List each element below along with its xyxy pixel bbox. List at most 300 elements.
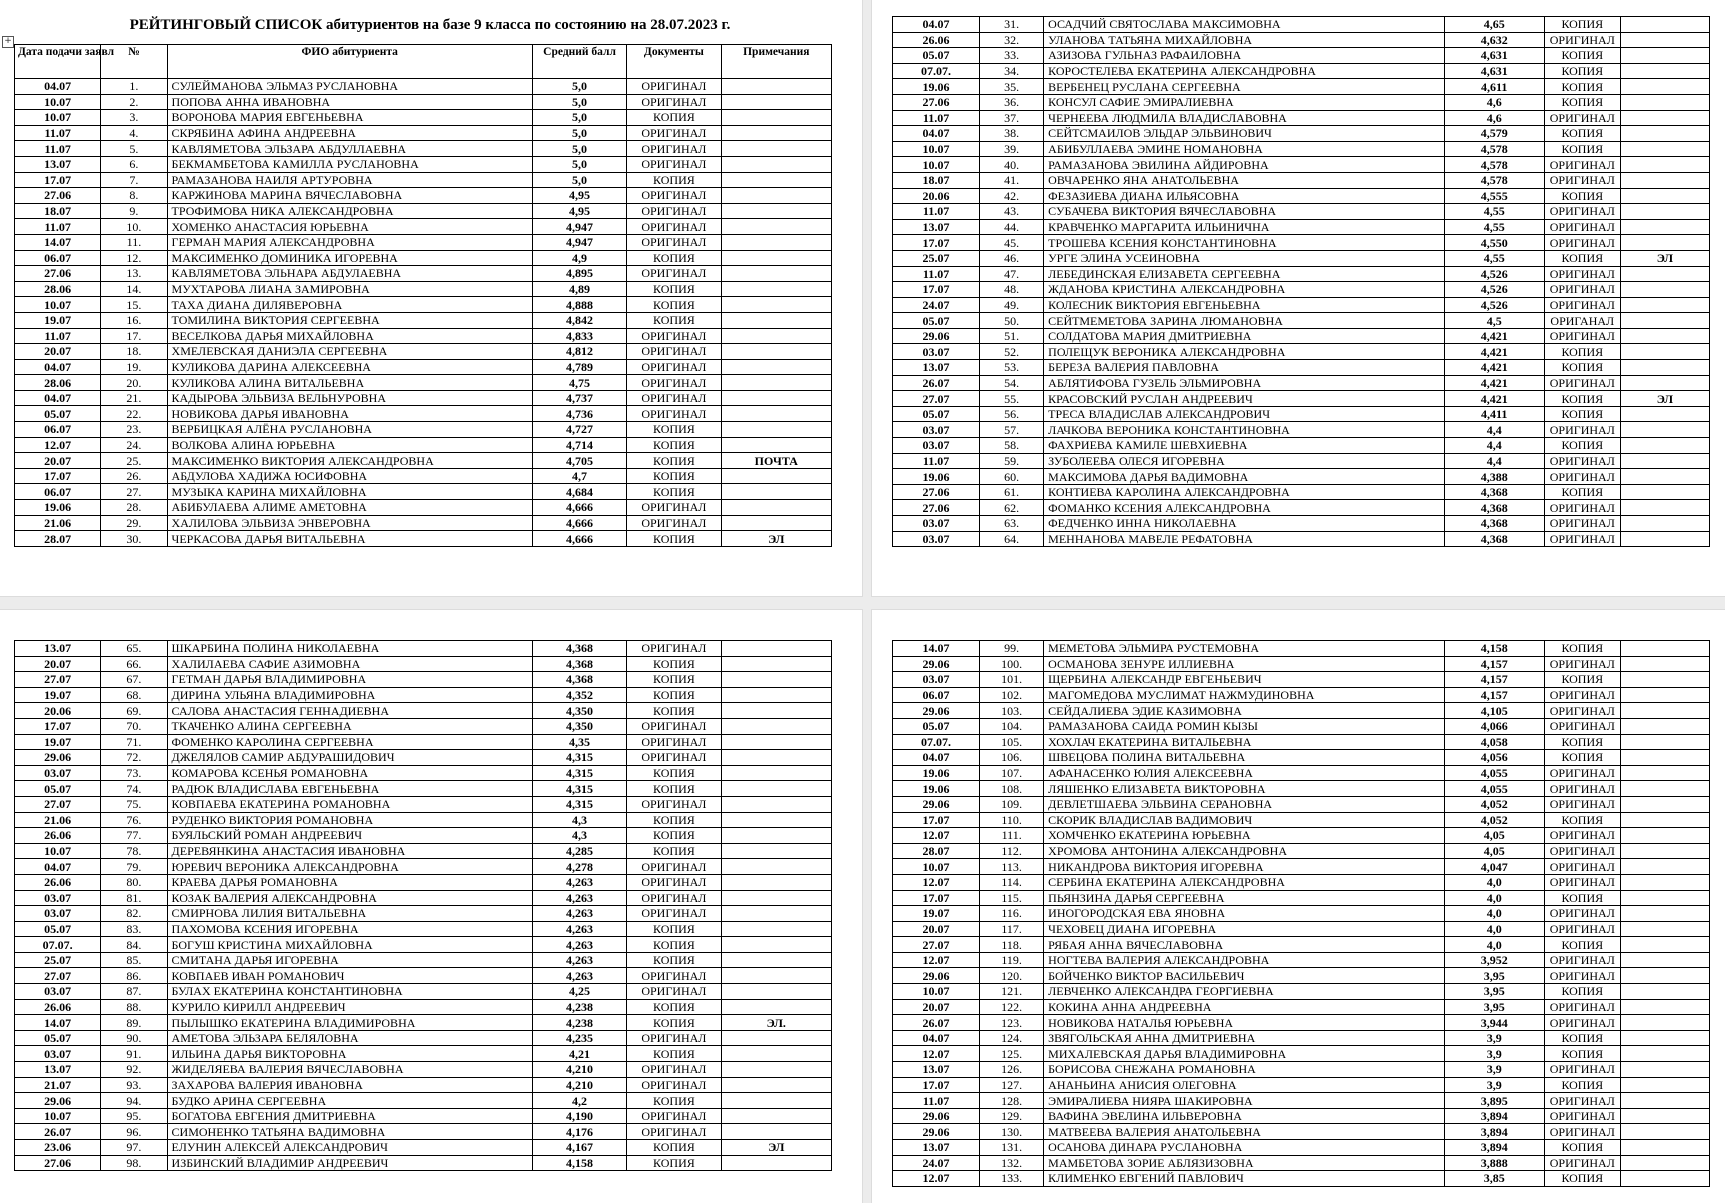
cell-score: 4,6	[1444, 110, 1544, 126]
cell-date: 29.06	[15, 1093, 101, 1109]
cell-score: 4,315	[532, 781, 626, 797]
cell-date: 11.07	[893, 1093, 980, 1109]
cell-score: 4,611	[1444, 79, 1544, 95]
cell-score: 4,578	[1444, 157, 1544, 173]
cell-notes	[721, 266, 831, 282]
cell-score: 4,25	[532, 984, 626, 1000]
cell-name: ФЕДЧЕНКО ИННА НИКОЛАЕВНА	[1044, 516, 1444, 532]
cell-score: 4,579	[1444, 126, 1544, 142]
cell-notes	[721, 500, 831, 516]
cell-documents: КОПИЯ	[1544, 63, 1620, 79]
table-row	[15, 828, 832, 844]
table-row	[15, 188, 832, 204]
cell-score: 4,95	[532, 188, 626, 204]
cell-name: ОСАДЧИЙ СВЯТОСЛАВА МАКСИМОВНА	[1044, 17, 1444, 33]
cell-name: ХОМЕНКО АНАСТАСИЯ ЮРЬЕВНА	[167, 219, 532, 235]
cell-score: 5,0	[532, 172, 626, 188]
table-row	[15, 781, 832, 797]
table-row	[15, 968, 832, 984]
cell-documents: КОПИЯ	[1544, 344, 1620, 360]
cell-number: 116.	[980, 906, 1044, 922]
cell-documents: КОПИЯ	[627, 437, 721, 453]
table-row	[15, 1155, 832, 1171]
cell-documents: КОПИЯ	[1544, 1030, 1620, 1046]
cell-score: 4,947	[532, 219, 626, 235]
cell-number: 60.	[980, 469, 1044, 485]
cell-score: 4,75	[532, 375, 626, 391]
cell-number: 22.	[101, 406, 167, 422]
cell-date: 04.07	[15, 79, 101, 95]
cell-name: СУЛЕЙМАНОВА ЭЛЬМАЗ РУСЛАНОВНА	[167, 79, 532, 95]
cell-documents: ОРИГИНАЛ	[627, 266, 721, 282]
cell-date: 27.07	[15, 672, 101, 688]
cell-documents: ОРИГИНАЛ	[1544, 874, 1620, 890]
table-row	[15, 1062, 832, 1078]
cell-score: 3,95	[1444, 984, 1544, 1000]
table-row	[893, 79, 1710, 95]
cell-notes	[1620, 999, 1709, 1015]
cell-date: 11.07	[893, 266, 980, 282]
cell-documents: ОРИГИНАЛ	[1544, 687, 1620, 703]
cell-notes: ЭЛ	[1620, 391, 1709, 407]
cell-number: 14.	[101, 281, 167, 297]
cell-score: 4,056	[1444, 750, 1544, 766]
cell-date: 18.07	[893, 172, 980, 188]
table-row	[15, 156, 832, 172]
cell-notes	[721, 999, 831, 1015]
table-row	[893, 1046, 1710, 1062]
cell-number: 132.	[980, 1155, 1044, 1171]
cell-name: ПАХОМОВА КСЕНИЯ ИГОРЕВНА	[167, 921, 532, 937]
cell-documents: КОПИЯ	[1544, 17, 1620, 33]
cell-notes	[1620, 828, 1709, 844]
cell-date: 13.07	[15, 1062, 101, 1078]
table-row	[893, 157, 1710, 173]
cell-name: ЭМИРАЛИЕВА НИЯРА ШАКИРОВНА	[1044, 1093, 1444, 1109]
table-row	[893, 266, 1710, 282]
cell-date: 10.07	[15, 110, 101, 126]
cell-notes	[1620, 500, 1709, 516]
header-number: №	[101, 45, 167, 79]
cell-number: 13.	[101, 266, 167, 282]
table-row	[893, 1108, 1710, 1124]
cell-notes	[721, 874, 831, 890]
cell-date: 06.07	[15, 422, 101, 438]
cell-documents: ОРИГИНАЛ	[627, 641, 721, 657]
table-row	[893, 422, 1710, 438]
cell-score: 4,89	[532, 281, 626, 297]
cell-date: 27.07	[893, 937, 980, 953]
cell-name: СМИРНОВА ЛИЛИЯ ВИТАЛЬЕВНА	[167, 906, 532, 922]
cell-name: ОСМАНОВА ЗЕНУРЕ ИЛЛИЕВНА	[1044, 656, 1444, 672]
cell-documents: ОРИГИНАЛ	[1544, 906, 1620, 922]
cell-score: 4,736	[532, 406, 626, 422]
table-row	[15, 234, 832, 250]
cell-documents: ОРИГИНАЛ	[1544, 219, 1620, 235]
table-row	[893, 890, 1710, 906]
cell-notes	[1620, 516, 1709, 532]
cell-date: 29.06	[893, 1108, 980, 1124]
cell-documents: ОРИГИНАЛ	[627, 859, 721, 875]
cell-number: 91.	[101, 1046, 167, 1062]
cell-documents: КОПИЯ	[627, 1046, 721, 1062]
cell-number: 29.	[101, 515, 167, 531]
cell-notes	[721, 812, 831, 828]
cell-notes	[1620, 110, 1709, 126]
cell-score: 4,0	[1444, 921, 1544, 937]
cell-documents: ОРИГИНАЛ	[1544, 110, 1620, 126]
cell-documents: КОПИЯ	[627, 999, 721, 1015]
cell-number: 99.	[980, 641, 1044, 657]
cell-score: 4,05	[1444, 843, 1544, 859]
table-row	[893, 282, 1710, 298]
cell-date: 03.07	[893, 672, 980, 688]
cell-name: МЕМЕТОВА ЭЛЬМИРА РУСТЕМОВНА	[1044, 641, 1444, 657]
cell-number: 112.	[980, 843, 1044, 859]
cell-number: 111.	[980, 828, 1044, 844]
cell-score: 4,368	[1444, 500, 1544, 516]
cell-name: ВОЛКОВА АЛИНА ЮРЬЕВНА	[167, 437, 532, 453]
cell-date: 28.07	[893, 843, 980, 859]
cell-documents: ОРИГИНАЛ	[1544, 859, 1620, 875]
table-row	[15, 141, 832, 157]
table-row	[15, 687, 832, 703]
cell-date: 17.07	[15, 718, 101, 734]
cell-score: 4,368	[532, 641, 626, 657]
document-title: РЕЙТИНГОВЫЙ СПИСОК абитуриентов на базе 9 класса по состоянию на 28.07.2023 г.	[129, 17, 731, 33]
cell-name: ИЗБИНСКИЙ ВЛАДИМИР АНДРЕЕВИЧ	[167, 1155, 532, 1171]
cell-notes	[1620, 1077, 1709, 1093]
table-row	[893, 984, 1710, 1000]
cell-date: 13.07	[15, 156, 101, 172]
cell-number: 24.	[101, 437, 167, 453]
cell-documents: КОПИЯ	[1544, 360, 1620, 376]
cell-number: 27.	[101, 484, 167, 500]
cell-score: 4,526	[1444, 297, 1544, 313]
cell-name: ПЬЯНЗИНА ДАРЬЯ СЕРГЕЕВНА	[1044, 890, 1444, 906]
cell-date: 04.07	[15, 390, 101, 406]
cell-score: 4,278	[532, 859, 626, 875]
table-row	[893, 110, 1710, 126]
cell-name: ДЕВЛЕТШАЕВА ЭЛЬВИНА СЕРАНОВНА	[1044, 796, 1444, 812]
cell-date: 21.06	[15, 812, 101, 828]
cell-score: 4,263	[532, 968, 626, 984]
cell-notes	[721, 188, 831, 204]
cell-number: 119.	[980, 952, 1044, 968]
cell-notes	[721, 796, 831, 812]
cell-name: КАДЫРОВА ЭЛЬВИЗА ВЕЛЬНУРОВНА	[167, 390, 532, 406]
cell-name: ОВЧАРЕНКО ЯНА АНАТОЛЬЕВНА	[1044, 172, 1444, 188]
cell-date: 11.07	[15, 219, 101, 235]
cell-date: 03.07	[893, 531, 980, 547]
cell-number: 122.	[980, 999, 1044, 1015]
cell-number: 55.	[980, 391, 1044, 407]
cell-date: 03.07	[15, 890, 101, 906]
cell-notes	[721, 781, 831, 797]
cell-score: 4,888	[532, 297, 626, 313]
cell-number: 6.	[101, 156, 167, 172]
cell-notes	[721, 281, 831, 297]
table-row	[893, 188, 1710, 204]
page-2	[872, 0, 1725, 596]
cell-notes	[1620, 188, 1709, 204]
cell-notes	[1620, 781, 1709, 797]
cell-documents: ОРИГИНАЛ	[1544, 952, 1620, 968]
cell-score: 5,0	[532, 110, 626, 126]
cell-number: 93.	[101, 1077, 167, 1093]
cell-notes	[721, 1124, 831, 1140]
cell-name: МАМБЕТОВА ЗОРИЕ АБЛЯЗИЗОВНА	[1044, 1155, 1444, 1171]
cell-notes	[721, 828, 831, 844]
cell-notes	[721, 687, 831, 703]
cell-documents: ОРИГИНАЛ	[1544, 531, 1620, 547]
cell-notes	[1620, 94, 1709, 110]
cell-number: 125.	[980, 1046, 1044, 1062]
cell-documents: КОПИЯ	[627, 1140, 721, 1156]
cell-notes	[721, 703, 831, 719]
cell-name: ТОМИЛИНА ВИКТОРИЯ СЕРГЕЕВНА	[167, 312, 532, 328]
cell-number: 10.	[101, 219, 167, 235]
table-row	[15, 453, 832, 469]
table-row	[893, 328, 1710, 344]
cell-name: ЮРЕВИЧ ВЕРОНИКА АЛЕКСАНДРОВНА	[167, 859, 532, 875]
cell-date: 17.07	[15, 468, 101, 484]
cell-date: 12.07	[893, 874, 980, 890]
table-row	[893, 219, 1710, 235]
table-row	[893, 94, 1710, 110]
cell-number: 43.	[980, 204, 1044, 220]
cell-name: ТКАЧЕНКО АЛИНА СЕРГЕЕВНА	[167, 718, 532, 734]
cell-date: 10.07	[15, 1108, 101, 1124]
cell-score: 4,210	[532, 1062, 626, 1078]
cell-documents: КОПИЯ	[627, 1015, 721, 1031]
cell-notes	[1620, 937, 1709, 953]
table-row	[15, 281, 832, 297]
cell-name: КОРОСТЕЛЕВА ЕКАТЕРИНА АЛЕКСАНДРОВНА	[1044, 63, 1444, 79]
cell-number: 50.	[980, 313, 1044, 329]
cell-number: 74.	[101, 781, 167, 797]
cell-score: 3,9	[1444, 1046, 1544, 1062]
cell-number: 17.	[101, 328, 167, 344]
cell-number: 65.	[101, 641, 167, 657]
cell-name: ЗАХАРОВА ВАЛЕРИЯ ИВАНОВНА	[167, 1077, 532, 1093]
cell-number: 42.	[980, 188, 1044, 204]
cell-date: 20.07	[15, 453, 101, 469]
cell-documents: КОПИЯ	[1544, 1046, 1620, 1062]
table-row	[15, 1108, 832, 1124]
cell-score: 4,421	[1444, 391, 1544, 407]
cell-name: РАМАЗАНОВА ЭВИЛИНА АЙДИРОВНА	[1044, 157, 1444, 173]
cell-number: 98.	[101, 1155, 167, 1171]
cell-notes	[1620, 297, 1709, 313]
cell-number: 58.	[980, 438, 1044, 454]
cell-date: 10.07	[15, 297, 101, 313]
table-row	[893, 796, 1710, 812]
cell-date: 20.07	[893, 999, 980, 1015]
cell-name: МАКСИМЕНКО ВИКТОРИЯ АЛЕКСАНДРОВНА	[167, 453, 532, 469]
table-move-handle-icon[interactable]: +	[2, 36, 14, 48]
cell-notes	[1620, 1140, 1709, 1156]
cell-notes	[721, 125, 831, 141]
cell-documents: ОРИГИНАЛ	[1544, 1062, 1620, 1078]
cell-notes	[721, 515, 831, 531]
table-row	[893, 297, 1710, 313]
cell-notes	[1620, 172, 1709, 188]
cell-name: СКОРИК ВЛАДИСЛАВ ВАДИМОВИЧ	[1044, 812, 1444, 828]
cell-date: 11.07	[893, 110, 980, 126]
cell-score: 4,368	[532, 672, 626, 688]
cell-score: 4,350	[532, 703, 626, 719]
cell-documents: ОРИГИНАЛ	[1544, 781, 1620, 797]
cell-score: 4,238	[532, 999, 626, 1015]
cell-documents: КОПИЯ	[627, 843, 721, 859]
cell-score: 4,9	[532, 250, 626, 266]
table-row	[893, 406, 1710, 422]
cell-number: 3.	[101, 110, 167, 126]
cell-date: 29.06	[893, 703, 980, 719]
cell-number: 18.	[101, 344, 167, 360]
cell-score: 4,55	[1444, 204, 1544, 220]
cell-notes	[1620, 266, 1709, 282]
cell-score: 4,411	[1444, 406, 1544, 422]
cell-score: 4,368	[1444, 484, 1544, 500]
cell-date: 29.06	[893, 1124, 980, 1140]
cell-date: 11.07	[893, 204, 980, 220]
cell-notes	[1620, 219, 1709, 235]
cell-notes	[1620, 157, 1709, 173]
cell-date: 14.07	[15, 1015, 101, 1031]
cell-notes	[1620, 703, 1709, 719]
cell-date: 14.07	[893, 641, 980, 657]
cell-documents: ОРИГИНАЛ	[627, 734, 721, 750]
cell-date: 03.07	[893, 438, 980, 454]
cell-documents: КОПИЯ	[627, 468, 721, 484]
table-row	[893, 703, 1710, 719]
cell-number: 76.	[101, 812, 167, 828]
cell-name: ХОМЧЕНКО ЕКАТЕРИНА ЮРЬЕВНА	[1044, 828, 1444, 844]
cell-notes	[721, 406, 831, 422]
table-row	[15, 750, 832, 766]
cell-score: 4,21	[532, 1046, 626, 1062]
cell-notes	[1620, 765, 1709, 781]
cell-number: 103.	[980, 703, 1044, 719]
cell-notes	[721, 1093, 831, 1109]
cell-score: 4,550	[1444, 235, 1544, 251]
cell-notes	[721, 437, 831, 453]
cell-score: 4,157	[1444, 672, 1544, 688]
cell-score: 4,055	[1444, 765, 1544, 781]
cell-notes	[721, 375, 831, 391]
table-row	[893, 828, 1710, 844]
cell-date: 28.06	[15, 281, 101, 297]
cell-score: 4,263	[532, 937, 626, 953]
table-row	[893, 453, 1710, 469]
cell-score: 4,105	[1444, 703, 1544, 719]
cell-score: 5,0	[532, 94, 626, 110]
cell-date: 20.06	[893, 188, 980, 204]
table-row	[893, 375, 1710, 391]
cell-number: 7.	[101, 172, 167, 188]
table-row	[893, 937, 1710, 953]
page-1	[0, 0, 862, 596]
cell-notes: ПОЧТА	[721, 453, 831, 469]
cell-notes: ЭЛ.	[721, 1015, 831, 1031]
table-row	[893, 906, 1710, 922]
cell-notes	[721, 297, 831, 313]
table-row	[893, 921, 1710, 937]
cell-date: 13.07	[893, 360, 980, 376]
table-row	[893, 812, 1710, 828]
cell-documents: КОПИЯ	[627, 828, 721, 844]
cell-score: 4,047	[1444, 859, 1544, 875]
table-row	[15, 718, 832, 734]
cell-notes	[1620, 750, 1709, 766]
cell-name: ЧЕРНЕЕВА ЛЮДМИЛА ВЛАДИСЛАВОВНА	[1044, 110, 1444, 126]
cell-documents: ОРИГИНАЛ	[627, 390, 721, 406]
cell-date: 29.06	[893, 968, 980, 984]
cell-documents: ОРИГИНАЛ	[1544, 843, 1620, 859]
cell-score: 4,666	[532, 515, 626, 531]
cell-number: 16.	[101, 312, 167, 328]
cell-date: 12.07	[893, 1046, 980, 1062]
table-row	[893, 859, 1710, 875]
cell-number: 117.	[980, 921, 1044, 937]
table-row	[893, 17, 1710, 33]
cell-number: 11.	[101, 234, 167, 250]
cell-date: 17.07	[15, 172, 101, 188]
cell-name: МУХТАРОВА ЛИАНА ЗАМИРОВНА	[167, 281, 532, 297]
cell-score: 3,952	[1444, 952, 1544, 968]
cell-notes	[1620, 282, 1709, 298]
cell-number: 102.	[980, 687, 1044, 703]
cell-date: 26.06	[15, 874, 101, 890]
cell-date: 03.07	[15, 765, 101, 781]
cell-date: 05.07	[15, 781, 101, 797]
cell-date: 27.07	[15, 796, 101, 812]
cell-number: 78.	[101, 843, 167, 859]
cell-score: 4,5	[1444, 313, 1544, 329]
cell-name: НОВИКОВА ДАРЬЯ ИВАНОВНА	[167, 406, 532, 422]
table-row	[893, 999, 1710, 1015]
cell-score: 4,315	[532, 796, 626, 812]
cell-date: 27.06	[15, 1155, 101, 1171]
cell-name: КЛИМЕНКО ЕВГЕНИЙ ПАВЛОВИЧ	[1044, 1171, 1444, 1187]
cell-notes	[1620, 859, 1709, 875]
table-row	[15, 437, 832, 453]
cell-notes	[1620, 641, 1709, 657]
cell-documents: ОРИГИНАЛ	[627, 984, 721, 1000]
cell-name: САЛОВА АНАСТАСИЯ ГЕННАДИЕВНА	[167, 703, 532, 719]
cell-notes	[721, 219, 831, 235]
cell-notes	[1620, 328, 1709, 344]
cell-name: ШКАРБИНА ПОЛИНА НИКОЛАЕВНА	[167, 641, 532, 657]
cell-score: 4,190	[532, 1108, 626, 1124]
cell-name: КРАЕВА ДАРЬЯ РОМАНОВНА	[167, 874, 532, 890]
cell-number: 54.	[980, 375, 1044, 391]
cell-documents: КОПИЯ	[627, 1093, 721, 1109]
cell-notes	[721, 468, 831, 484]
cell-name: ПЫЛЫШКО ЕКАТЕРИНА ВЛАДИМИРОВНА	[167, 1015, 532, 1031]
cell-documents: ОРИГИНАЛ	[627, 515, 721, 531]
cell-score: 4,368	[1444, 516, 1544, 532]
page-3	[0, 610, 862, 1203]
cell-name: ИНОГОРОДСКАЯ ЕВА ЯНОВНА	[1044, 906, 1444, 922]
cell-documents: ОРИГИНАЛ	[627, 1030, 721, 1046]
cell-documents: ОРИГИНАЛ	[1544, 235, 1620, 251]
cell-notes	[1620, 79, 1709, 95]
cell-name: СИМОНЕНКО ТАТЬЯНА ВАДИМОВНА	[167, 1124, 532, 1140]
table-row	[893, 344, 1710, 360]
